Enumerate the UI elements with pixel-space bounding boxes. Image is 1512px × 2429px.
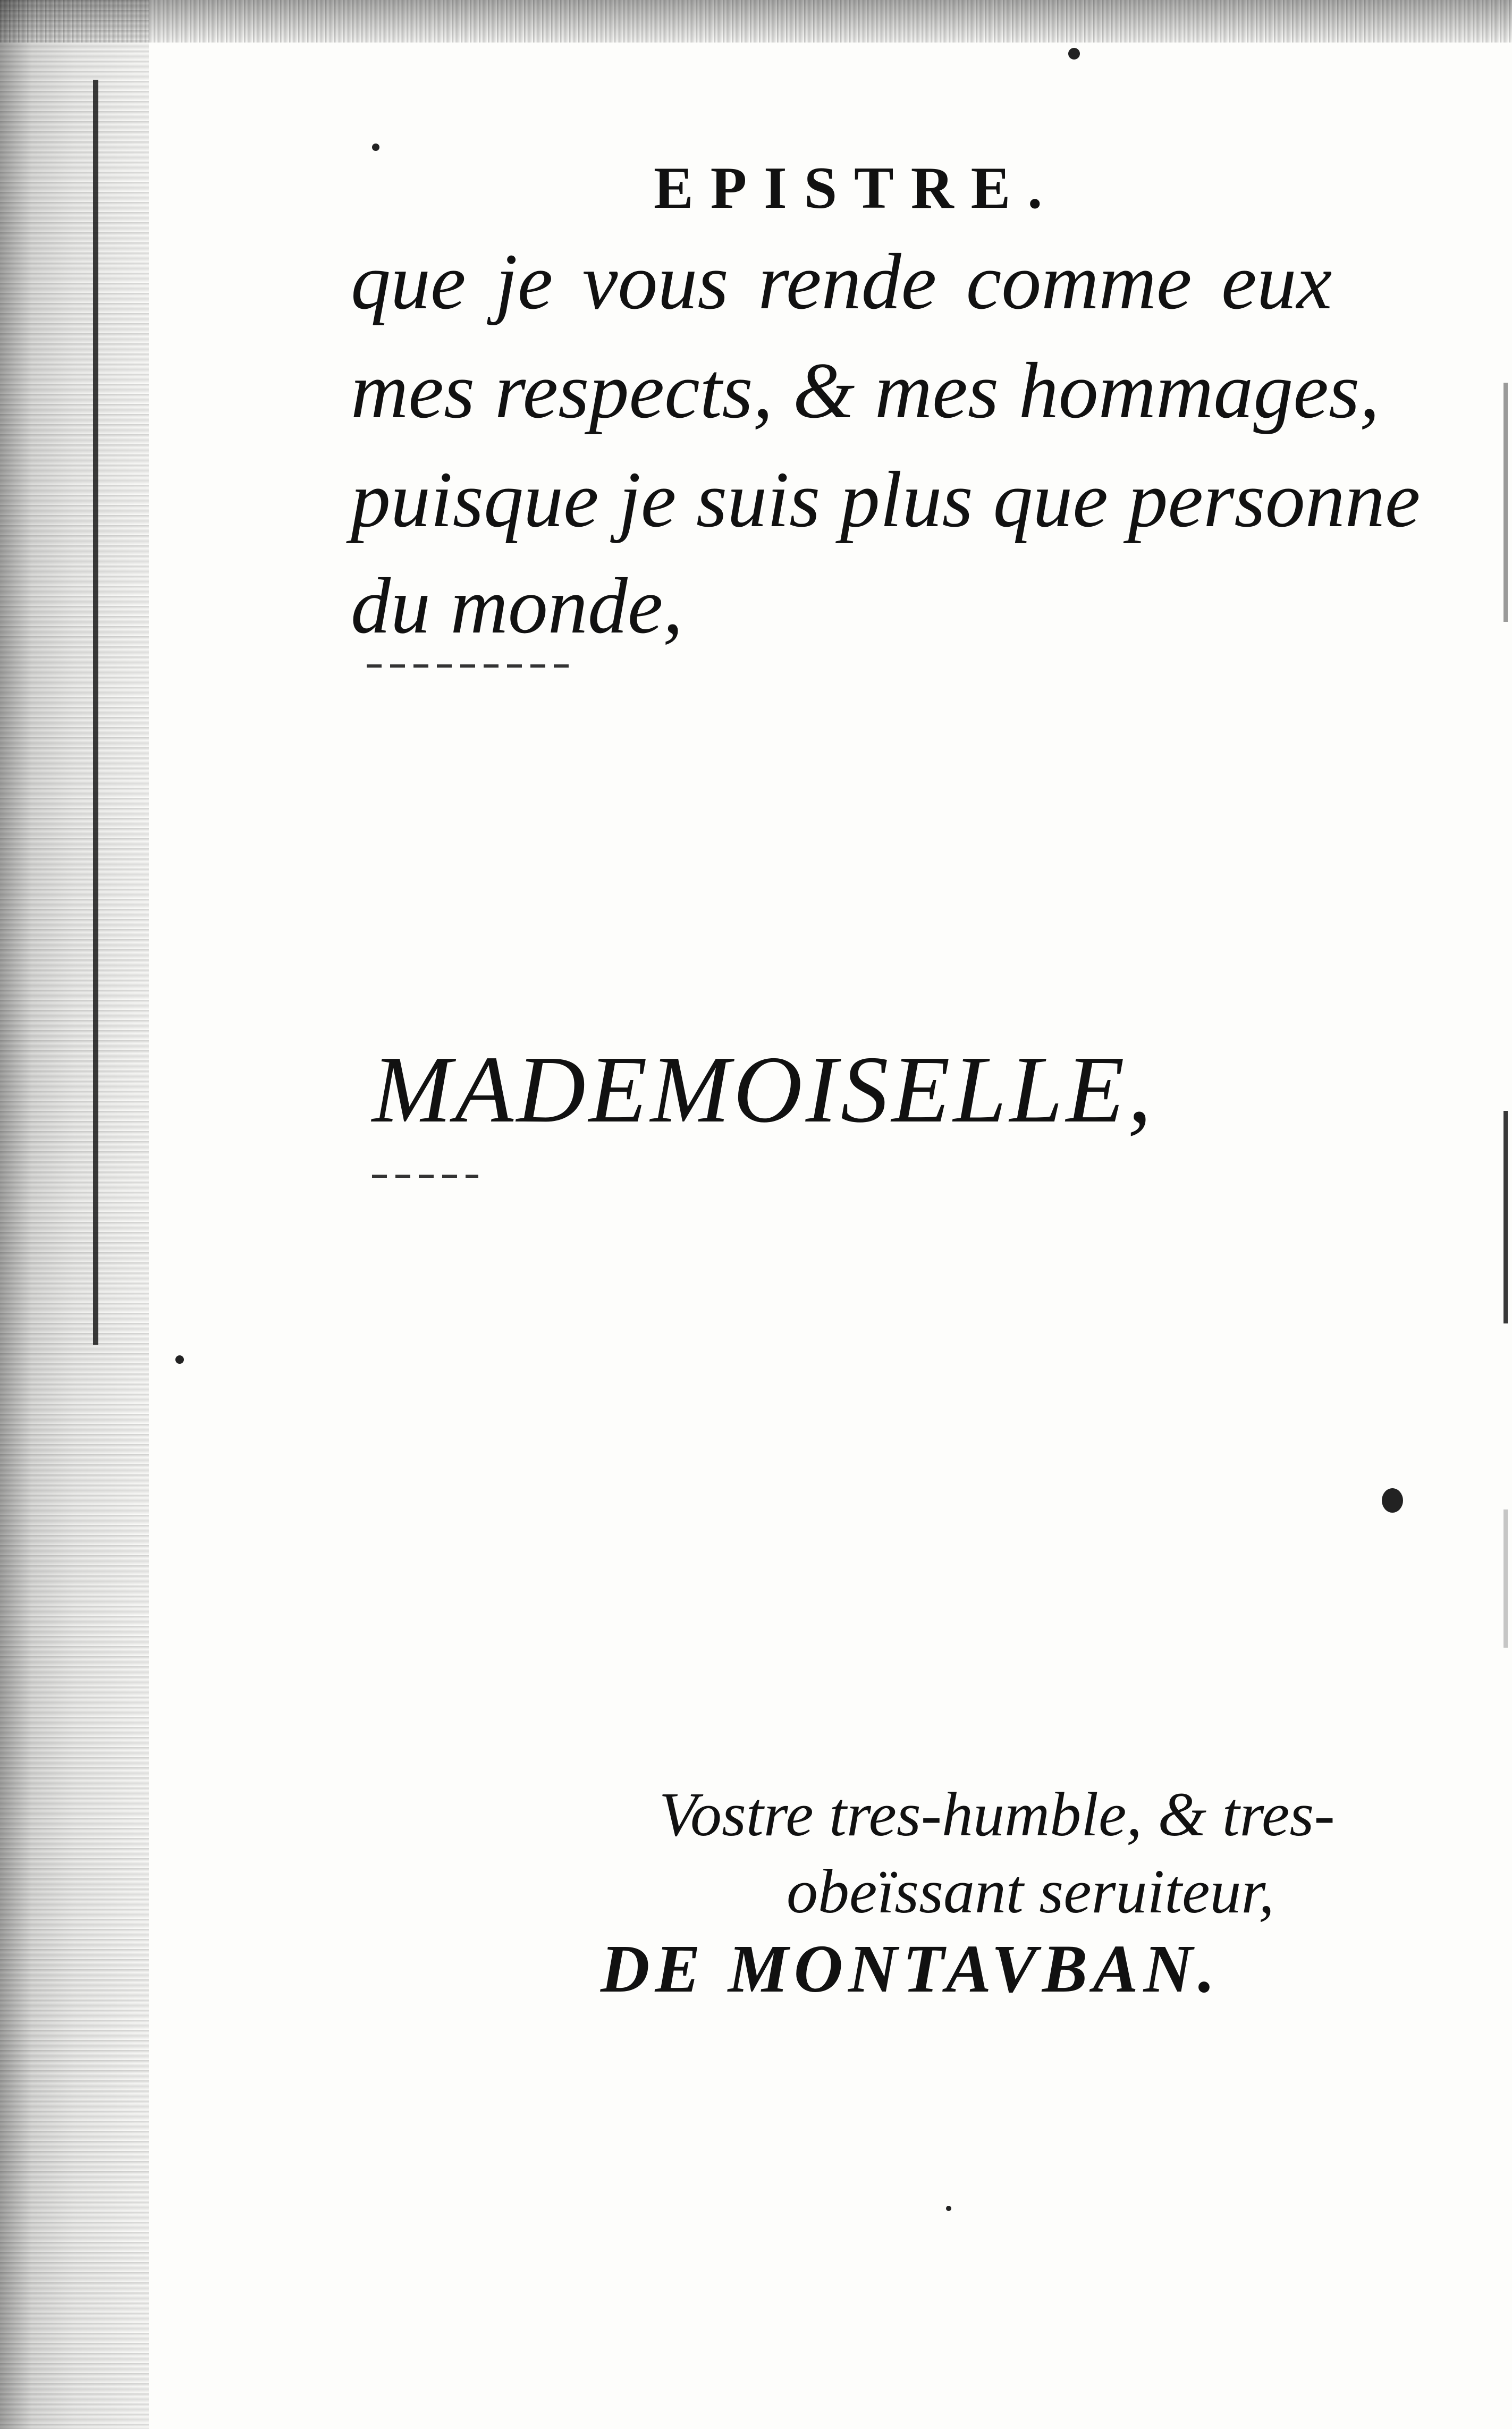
catchword-rule [367, 664, 569, 668]
body-line: mes respects, & mes hommages, [351, 347, 1380, 435]
right-edge-mark [1503, 1111, 1508, 1323]
right-edge-mark [1503, 383, 1508, 622]
right-edge-mark [1503, 1509, 1508, 1648]
page-header: EPISTRE. [654, 155, 1060, 221]
signature-line: Vostre tres-humble, & tres- [659, 1779, 1335, 1849]
body-line: puisque je suis plus que personne [351, 456, 1421, 544]
body-line: du monde, [351, 562, 683, 650]
ink-speck [372, 144, 379, 151]
body-line: que je vous rende comme eux [351, 238, 1332, 326]
signature-line: obeïssant seruiteur, [787, 1857, 1274, 1926]
salutation-heading: MADEMOISELLE, [372, 1036, 1155, 1142]
heading-rule [372, 1175, 478, 1178]
signature-name: DE MONTAVBAN. [601, 1931, 1221, 2006]
ink-speck [175, 1355, 184, 1364]
ink-speck [1068, 48, 1080, 60]
gutter-line [93, 80, 98, 1345]
ink-speck [1382, 1488, 1403, 1513]
ink-speck [946, 2206, 951, 2211]
page-top-edge [0, 0, 1512, 43]
page-binding-edge [0, 0, 149, 2429]
